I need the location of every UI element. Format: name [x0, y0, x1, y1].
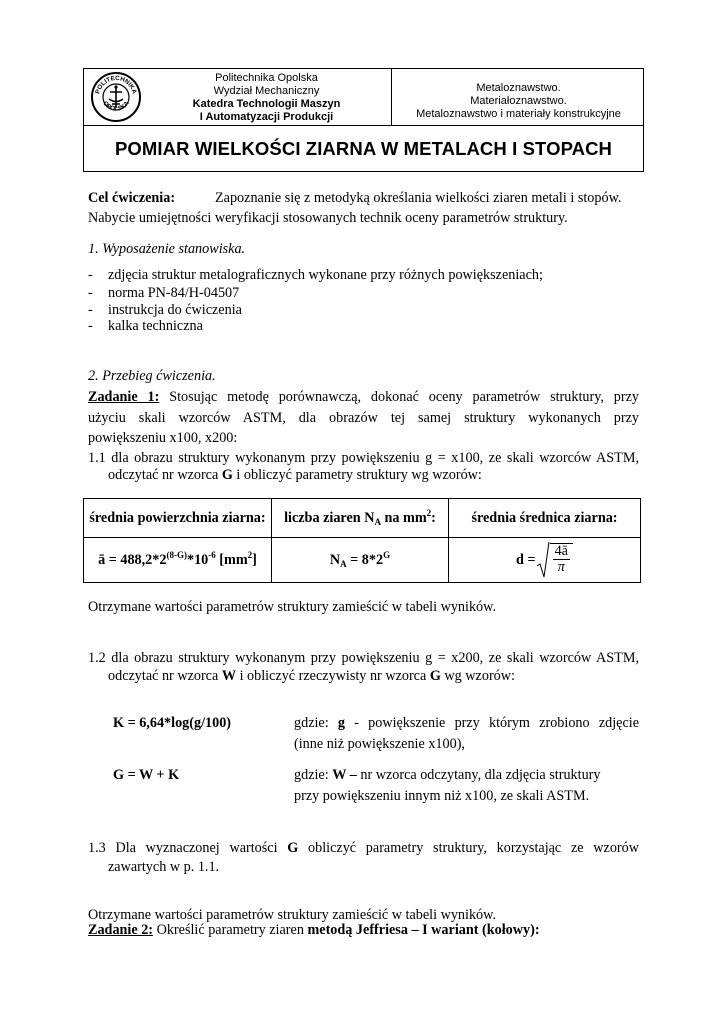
sqrt-radicand: [550, 543, 573, 575]
header-mean-diameter: średnia średnica ziarna:: [449, 499, 641, 538]
section1-heading: 1. Wyposażenie stanowiska.: [88, 241, 246, 257]
task2-label: Zadanie 2:: [88, 922, 154, 938]
goal-label: Cel ćwiczenia:: [88, 190, 176, 206]
formula-k-desc-2: (inne niż powiększenie x100),: [294, 736, 465, 752]
step-1-2-text-a: odczytać nr wzorca: [108, 668, 222, 684]
bullet-dash: -: [88, 318, 93, 334]
department-name-line2: I Automatyzacji Produkcji: [199, 111, 334, 123]
header-box: [83, 68, 644, 172]
institution-block: [142, 72, 391, 124]
task1-line-2: użyciu skali wzorców ASTM, dla obrazów tej samej struktury wykonanych przy: [88, 410, 639, 426]
task1-line-1: [88, 387, 639, 408]
faculty-name: Wydział Mechaniczny: [213, 85, 320, 97]
equipment-item-2: norma PN-84/H-04507: [108, 285, 240, 301]
formula-k: K = 6,64*log(g/100): [113, 715, 232, 731]
formula-k-symbol-g: g: [337, 715, 345, 731]
step-1-2-text-c: i obliczyć rzeczywisty nr wzorca: [236, 668, 430, 684]
formula-mean-area: [84, 538, 272, 583]
step-1-1-line-2: [108, 465, 482, 485]
course-name-2: Materiałoznawstwo.: [470, 95, 567, 107]
formula-g-symbol-w: W –: [332, 767, 357, 783]
bullet-dash: -: [88, 285, 93, 301]
header-grain-count-sub: A: [374, 516, 381, 527]
course-block: [392, 82, 645, 121]
course-name-3: Metaloznawstwo i materiały konstrukcyjne: [416, 108, 621, 120]
formula-mean-area-exp: (8-G): [166, 549, 187, 560]
formula-g-gdzie: gdzie:: [294, 767, 333, 783]
formula-k-desc-text: - powiększenie przy którym zrobiono zdjęcie: [344, 715, 639, 731]
institution-name: Politechnika Opolska: [215, 72, 318, 84]
task2-line: [88, 920, 540, 940]
task1-label: Zadanie 1:: [88, 389, 160, 405]
step-1-2-symbol-w: W: [221, 668, 237, 684]
task2-text: Określić parametry ziaren: [153, 922, 308, 938]
formula-grain-count-sub: A: [340, 558, 347, 569]
step-1-1-line-1: 1.1 dla obrazu struktury wykonanym przy powiększeniu g = x100, ze skali wzorców ASTM,: [88, 450, 639, 466]
equipment-item-3: instrukcja do ćwiczenia: [108, 302, 242, 318]
formula-g-desc-2: przy powiększeniu innym niż x100, ze skali ASTM.: [294, 788, 590, 804]
step-1-2-line-2: [108, 666, 515, 686]
bullet-dash: -: [88, 302, 93, 318]
formula-k-desc-1: [294, 713, 639, 733]
goal-line-1: [88, 188, 175, 208]
task1-line-3: powiększeniu x100, x200:: [88, 430, 238, 446]
formula-mean-area-close: ]: [252, 551, 257, 568]
formula-grain-count: [272, 538, 449, 583]
header-grain-count-unit: na mm: [380, 509, 427, 526]
step-1-2-line-1: 1.2 dla obrazu struktury wykonanym przy powiększeniu g = x200, ze skali wzorców ASTM,: [88, 650, 639, 666]
fraction-numerator: 4ā: [554, 543, 568, 559]
step-1-2-text-e: wg wzorów:: [440, 668, 515, 684]
equipment-item-4: kalka techniczna: [108, 318, 203, 334]
task1-text-1: Stosując metodę porównawczą, dokonać oceny parametrów struktury, przy: [169, 389, 639, 405]
header-grain-count-text: liczba ziaren N: [284, 509, 375, 526]
logo-text-bottom: OPOLSKA: [101, 100, 131, 113]
formula-mean-diameter: [449, 538, 641, 583]
fraction-denominator: π: [557, 559, 565, 575]
header-grain-count-colon: :: [431, 509, 436, 526]
formula-d-label: d =: [516, 551, 536, 568]
step-1-1-text-a: odczytać nr wzorca: [108, 467, 222, 483]
goal-text-2: Nabycie umiejętności weryfikacji stosowanych technik oceny parametrów struktury.: [88, 210, 568, 226]
step-1-3-text-c: obliczyć parametry struktury, korzystając ze wzorów: [298, 840, 639, 856]
header-grain-count: [272, 499, 449, 538]
header-mean-area: średnia powierzchnia ziarna:: [84, 499, 272, 538]
section2-heading: 2. Przebieg ćwiczenia.: [88, 368, 216, 384]
equipment-item-1: zdjęcia struktur metalograficznych wykonane przy różnych powiększeniach;: [108, 267, 543, 283]
formula-g-desc-1: [294, 765, 601, 785]
task2-method: metodą Jeffriesa – I wariant (kołowy):: [307, 922, 540, 938]
goal-text-1: Zapoznanie się z metodyką określania wielkości ziaren metali i stopów.: [215, 190, 622, 206]
formula-mean-area-mult: *10: [186, 551, 209, 568]
logo-text-top: POLITECHNIKA: [94, 74, 138, 95]
step-1-1-text-c: i obliczyć parametry struktury wg wzorów:: [232, 467, 482, 483]
step-1-3-line-1: [88, 838, 639, 858]
step-1-3-text-a: 1.3 Dla wyznaczonej wartości: [88, 840, 288, 856]
formula-table-header-row: [84, 499, 641, 538]
bullet-dash: -: [88, 267, 93, 283]
formula-k-gdzie: gdzie:: [294, 715, 338, 731]
step-1-3-symbol-g: G: [287, 840, 299, 856]
department-name-line1: Katedra Technologii Maszyn: [192, 98, 341, 110]
step-1-1-symbol-g: G: [221, 467, 233, 483]
formula-mean-area-base: ā = 488,2*2: [98, 551, 167, 568]
sqrt-sign-icon: [536, 540, 550, 580]
formula-mean-area-exp2: -6: [208, 549, 216, 560]
step-1-3-line-2: zawartych w p. 1.1.: [108, 859, 220, 875]
document-title: POMIAR WIELKOŚCI ZIARNA W METALACH I STOPACH: [114, 138, 613, 159]
header-grain-count-sup: 2: [426, 507, 432, 518]
formula-table: [83, 498, 641, 583]
results-note-2: Otrzymane wartości parametrów struktury zamieścić w tabeli wyników.: [88, 907, 497, 923]
formula-grain-count-eq: = 8*2: [346, 551, 384, 568]
course-name-1: Metaloznawstwo.: [476, 82, 561, 94]
formula-grain-count-n: N: [329, 551, 341, 568]
results-note-1: Otrzymane wartości parametrów struktury zamieścić w tabeli wyników.: [88, 599, 497, 615]
formula-mean-area-unit: [mm: [215, 551, 248, 568]
formula-grain-count-exp: G: [383, 549, 391, 560]
formula-g-desc-text: nr wzorca odczytany, dla zdjęcia struktury: [356, 767, 601, 783]
formula-mean-area-unit-exp: 2: [247, 549, 253, 560]
step-1-2-symbol-g: G: [429, 668, 441, 684]
formula-g: G = W + K: [113, 767, 180, 783]
formula-table-formula-row: [84, 538, 641, 583]
university-seal-logo: [90, 71, 142, 123]
